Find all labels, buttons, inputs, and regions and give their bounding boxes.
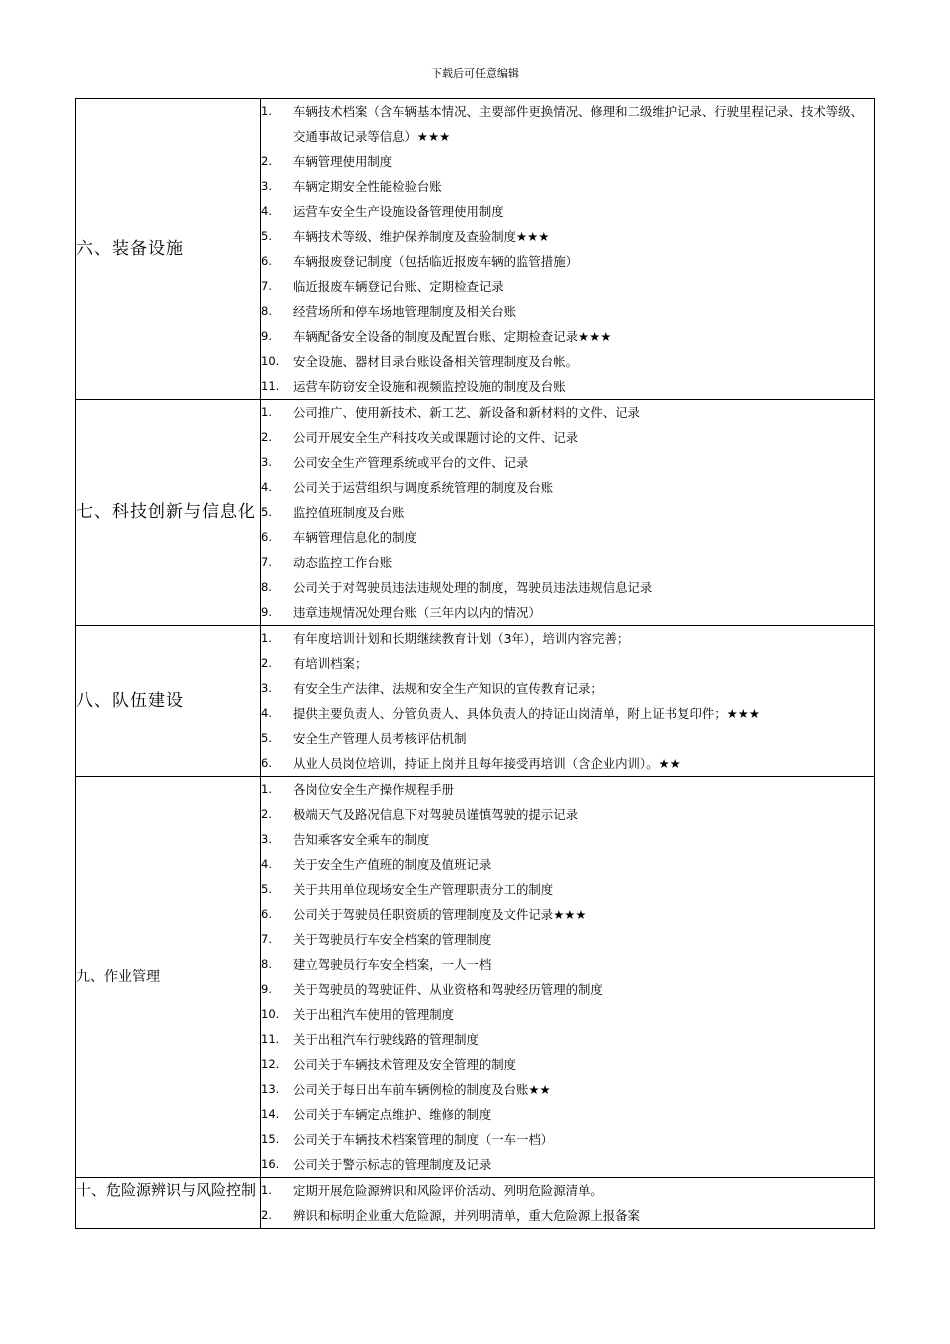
item-text: 车辆管理信息化的制度 <box>293 530 417 545</box>
section-items <box>261 626 875 777</box>
item-number: 4. <box>261 706 272 720</box>
item-number: 2. <box>261 154 272 168</box>
item-text: 公司关于车辆定点维护、维修的制度 <box>293 1107 492 1122</box>
item-number: 7. <box>261 932 272 946</box>
item-text: 关于出租汽车使用的管理制度 <box>293 1007 455 1022</box>
list-item <box>261 525 874 550</box>
item-text: 公司关于车辆技术档案管理的制度（一车一档） <box>293 1132 554 1147</box>
item-text: 告知乘客安全乘车的制度 <box>293 832 430 847</box>
item-text: 各岗位安全生产操作规程手册 <box>293 782 455 797</box>
list-item <box>261 550 874 575</box>
item-text: 监控值班制度及台账 <box>293 505 405 520</box>
section-title: 六、装备设施 <box>76 99 261 400</box>
list-item <box>261 1102 874 1127</box>
item-text: 车辆定期安全性能检验台账 <box>293 179 442 194</box>
list-item <box>261 1203 874 1228</box>
item-text: 公司关于车辆技术管理及安全管理的制度 <box>293 1057 517 1072</box>
item-number: 8. <box>261 580 272 594</box>
checklist-table <box>75 98 875 1229</box>
item-text: 临近报废车辆登记台账、定期检查记录 <box>293 279 504 294</box>
item-number: 10. <box>261 354 280 368</box>
list-item <box>261 1002 874 1027</box>
item-number: 3. <box>261 455 272 469</box>
list-item <box>261 626 874 651</box>
item-text: 车辆报废登记制度（包括临近报废车辆的监管措施） <box>293 254 578 269</box>
list-item <box>261 977 874 1002</box>
section-title: 八、队伍建设 <box>76 626 261 777</box>
section-items <box>261 99 875 400</box>
item-text: 公司安全生产管理系统或平台的文件、记录 <box>293 455 529 470</box>
list-item <box>261 1127 874 1152</box>
section-row <box>76 400 875 626</box>
item-number: 2. <box>261 430 272 444</box>
list-item <box>261 324 874 349</box>
item-number: 15. <box>261 1132 280 1146</box>
list-item <box>261 902 874 927</box>
list-item <box>261 249 874 274</box>
list-item <box>261 224 874 249</box>
list-item <box>261 400 874 425</box>
section-title: 七、科技创新与信息化 <box>76 400 261 626</box>
item-number: 10. <box>261 1007 280 1021</box>
item-number: 1. <box>261 782 272 796</box>
list-item <box>261 199 874 224</box>
item-text: 车辆技术等级、维护保养制度及查验制度★★★ <box>293 229 550 244</box>
item-text: 公司关于对驾驶员违法违规处理的制度，驾驶员违法违规信息记录 <box>293 580 653 595</box>
item-text: 公司关于警示标志的管理制度及记录 <box>293 1157 492 1172</box>
list-item <box>261 174 874 199</box>
item-text: 从业人员岗位培训，持证上岗并且每年接受再培训（含企业内训）。★★ <box>293 756 681 771</box>
list-item <box>261 877 874 902</box>
section-row <box>76 777 875 1178</box>
item-text: 定期开展危险源辨识和风险评价活动、列明危险源清单。 <box>293 1183 603 1198</box>
item-text: 有培训档案； <box>293 656 368 671</box>
section-row <box>76 99 875 400</box>
item-number: 1. <box>261 104 272 118</box>
item-number: 6. <box>261 907 272 921</box>
item-text: 公司关于运营组织与调度系统管理的制度及台账 <box>293 480 554 495</box>
list-item <box>261 1152 874 1177</box>
list-item <box>261 701 874 726</box>
item-number: 11. <box>261 379 280 393</box>
section-items <box>261 400 875 626</box>
list-item <box>261 575 874 600</box>
item-text: 关于出租汽车行驶线路的管理制度 <box>293 1032 479 1047</box>
item-number: 1. <box>261 405 272 419</box>
item-number: 2. <box>261 656 272 670</box>
item-number: 8. <box>261 304 272 318</box>
section-row <box>76 626 875 777</box>
list-item <box>261 1027 874 1052</box>
list-item <box>261 349 874 374</box>
page-header: 下载后可任意编辑 <box>431 67 519 80</box>
item-number: 6. <box>261 756 272 770</box>
item-text: 违章违规情况处理台账（三年内以内的情况） <box>293 605 541 620</box>
item-number: 4. <box>261 204 272 218</box>
item-text: 有年度培训计划和长期继续教育计划（3年），培训内容完善； <box>293 631 630 646</box>
list-item <box>261 676 874 701</box>
item-number: 1. <box>261 631 272 645</box>
item-text: 公司关于每日出车前车辆例检的制度及台账★★ <box>293 1082 551 1097</box>
list-item <box>261 802 874 827</box>
item-number: 3. <box>261 179 272 193</box>
item-number: 1. <box>261 1183 272 1197</box>
item-text: 安全生产管理人员考核评估机制 <box>293 731 467 746</box>
item-number: 5. <box>261 731 272 745</box>
item-number: 16. <box>261 1157 280 1171</box>
item-text: 公司关于驾驶员任职资质的管理制度及文件记录★★★ <box>293 907 587 922</box>
list-item <box>261 600 874 625</box>
section-title: 十、危险源辨识与风险控制 <box>76 1178 261 1229</box>
item-number: 9. <box>261 605 272 619</box>
item-number: 2. <box>261 1208 272 1222</box>
item-text: 车辆技术档案（含车辆基本情况、主要部件更换情况、修理和二级维护记录、行驶里程记录、技术等级、交通事故记录等信息）★★★ <box>293 104 863 144</box>
item-text: 提供主要负责人、分管负责人、具体负责人的持证山岗清单，附上证书复印件；★★★ <box>293 706 760 721</box>
list-item <box>261 500 874 525</box>
list-item <box>261 827 874 852</box>
item-number: 9. <box>261 329 272 343</box>
item-text: 车辆配备安全设备的制度及配置台账、定期检查记录★★★ <box>293 329 612 344</box>
item-text: 关于共用单位现场安全生产管理职责分工的制度 <box>293 882 554 897</box>
item-text: 运营车安全生产设施设备管理使用制度 <box>293 204 504 219</box>
list-item <box>261 425 874 450</box>
item-number: 11. <box>261 1032 280 1046</box>
list-item <box>261 299 874 324</box>
list-item <box>261 952 874 977</box>
item-number: 6. <box>261 254 272 268</box>
item-number: 7. <box>261 279 272 293</box>
list-item <box>261 852 874 877</box>
item-text: 公司开展安全生产科技攻关或课题讨论的文件、记录 <box>293 430 578 445</box>
section-items <box>261 777 875 1178</box>
item-text: 动态监控工作台账 <box>293 555 393 570</box>
list-item <box>261 99 874 149</box>
item-text: 建立驾驶员行车安全档案，一人一档 <box>293 957 492 972</box>
item-number: 8. <box>261 957 272 971</box>
list-item <box>261 1052 874 1077</box>
item-text: 有安全生产法律、法规和安全生产知识的宣传教育记录； <box>293 681 603 696</box>
item-text: 关于驾驶员的驾驶证件、从业资格和驾驶经历管理的制度 <box>293 982 603 997</box>
item-number: 13. <box>261 1082 280 1096</box>
list-item <box>261 777 874 802</box>
item-text: 关于驾驶员行车安全档案的管理制度 <box>293 932 492 947</box>
list-item <box>261 751 874 776</box>
item-number: 5. <box>261 882 272 896</box>
section-items <box>261 1178 875 1229</box>
item-number: 12. <box>261 1057 280 1071</box>
item-text: 辨识和标明企业重大危险源，并列明清单，重大危险源上报备案 <box>293 1208 640 1223</box>
item-number: 3. <box>261 832 272 846</box>
item-text: 安全设施、器材目录台账设备相关管理制度及台帐。 <box>293 354 578 369</box>
item-number: 7. <box>261 555 272 569</box>
list-item <box>261 149 874 174</box>
item-number: 4. <box>261 480 272 494</box>
list-item <box>261 450 874 475</box>
item-number: 2. <box>261 807 272 821</box>
list-item <box>261 1077 874 1102</box>
item-text: 经营场所和停车场地管理制度及相关台账 <box>293 304 517 319</box>
item-number: 6. <box>261 530 272 544</box>
item-number: 4. <box>261 857 272 871</box>
item-text: 关于安全生产值班的制度及值班记录 <box>293 857 492 872</box>
list-item <box>261 274 874 299</box>
item-number: 5. <box>261 505 272 519</box>
list-item <box>261 651 874 676</box>
item-number: 9. <box>261 982 272 996</box>
section-row <box>76 1178 875 1229</box>
list-item <box>261 927 874 952</box>
item-number: 3. <box>261 681 272 695</box>
list-item <box>261 374 874 399</box>
item-text: 运营车防窃安全设施和视频监控设施的制度及台账 <box>293 379 566 394</box>
section-title: 九、作业管理 <box>76 777 261 1178</box>
list-item <box>261 1178 874 1203</box>
item-text: 公司推广、使用新技术、新工艺、新设备和新材料的文件、记录 <box>293 405 640 420</box>
list-item <box>261 726 874 751</box>
item-text: 车辆管理使用制度 <box>293 154 393 169</box>
item-text: 极端天气及路况信息下对驾驶员谨慎驾驶的提示记录 <box>293 807 578 822</box>
item-number: 5. <box>261 229 272 243</box>
item-number: 14. <box>261 1107 280 1121</box>
list-item <box>261 475 874 500</box>
